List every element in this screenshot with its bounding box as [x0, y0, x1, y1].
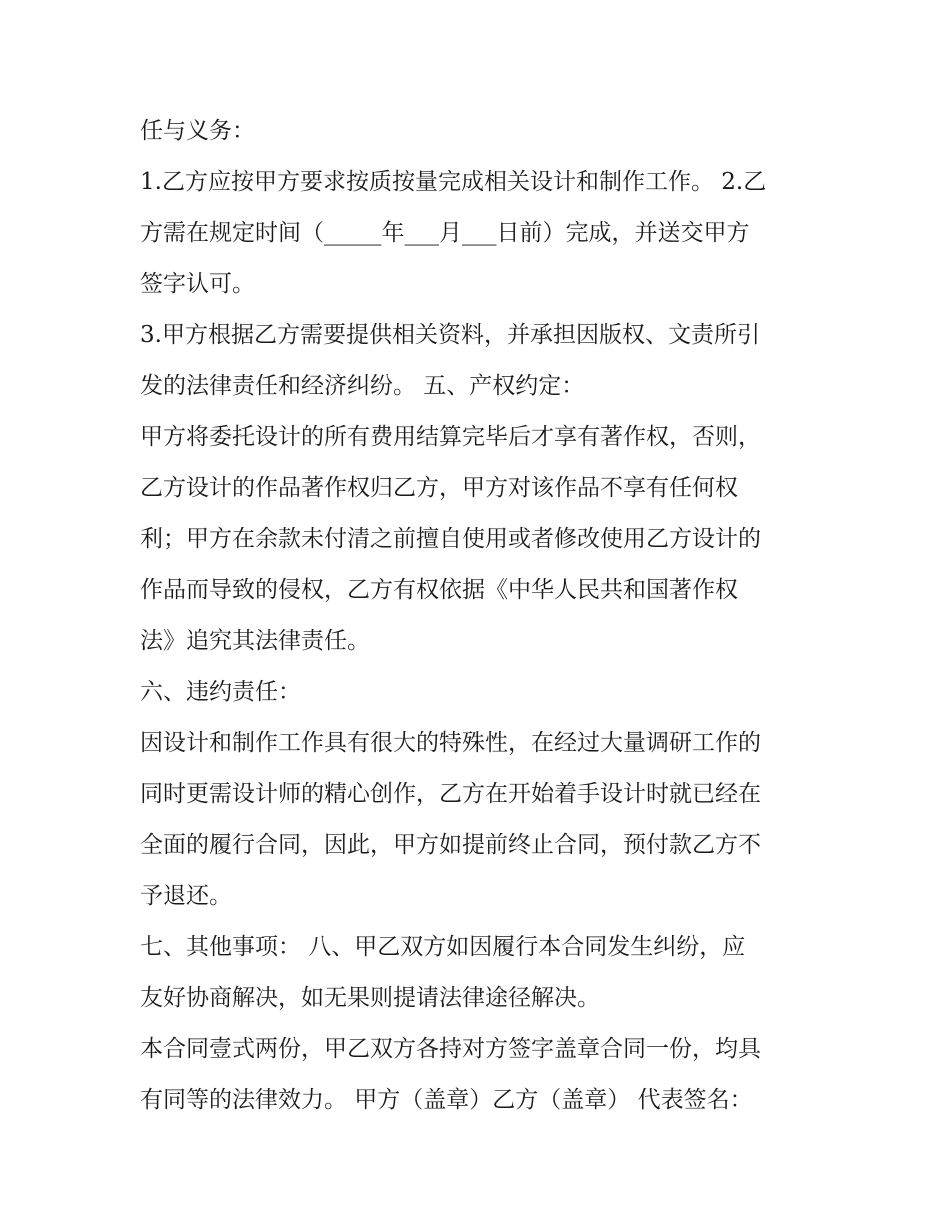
text-line-4: 签字认可。: [140, 271, 255, 297]
text-line-7: 甲方将委托设计的所有费用结算完毕后才享有著作权，否则，: [140, 424, 761, 450]
text-line-19: 本合同壹式两份，甲乙双方各持对方签字盖章合同一份，均具: [140, 1036, 761, 1062]
text-line-2: 1.乙方应按甲方要求按质按量完成相关设计和制作工作。 2.乙: [140, 169, 767, 195]
text-line-9: 利；甲方在余款未付清之前擅自使用或者修改使用乙方设计的: [140, 526, 761, 552]
text-line-13: 因设计和制作工作具有很大的特殊性，在经过大量调研工作的: [140, 730, 761, 756]
text-line-16: 予退还。: [140, 883, 232, 909]
text-line-1: 任与义务：: [140, 118, 255, 144]
text-line-14: 同时更需设计师的精心创作，乙方在开始着手设计时就已经在: [140, 781, 761, 807]
text-line-10: 作品而导致的侵权，乙方有权依据《中华人民共和国著作权: [140, 577, 738, 603]
text-line-12: 六、违约责任：: [140, 679, 301, 705]
text-line-3: 方需在规定时间（_____年___月___日前）完成，并送交甲方: [140, 220, 750, 246]
text-line-18: 友好协商解决，如无果则提请法律途径解决。: [140, 985, 600, 1011]
text-line-5: 3.甲方根据乙方需要提供相关资料，并承担因版权、文责所引: [140, 322, 760, 348]
text-line-8: 乙方设计的作品著作权归乙方，甲方对该作品不享有任何权: [140, 475, 738, 501]
text-line-6: 发的法律责任和经济纠纷。 五、产权约定：: [140, 373, 585, 399]
document-body: [140, 106, 820, 1126]
text-line-15: 全面的履行合同，因此，甲方如提前终止合同，预付款乙方不: [140, 832, 761, 858]
text-line-20: 有同等的法律效力。 甲方（盖章）乙方（盖章） 代表签名：: [140, 1087, 753, 1113]
text-line-17: 七、其他事项： 八、甲乙双方如因履行本合同发生纠纷，应: [140, 934, 746, 960]
text-line-11: 法》追究其法律责任。: [140, 628, 370, 654]
